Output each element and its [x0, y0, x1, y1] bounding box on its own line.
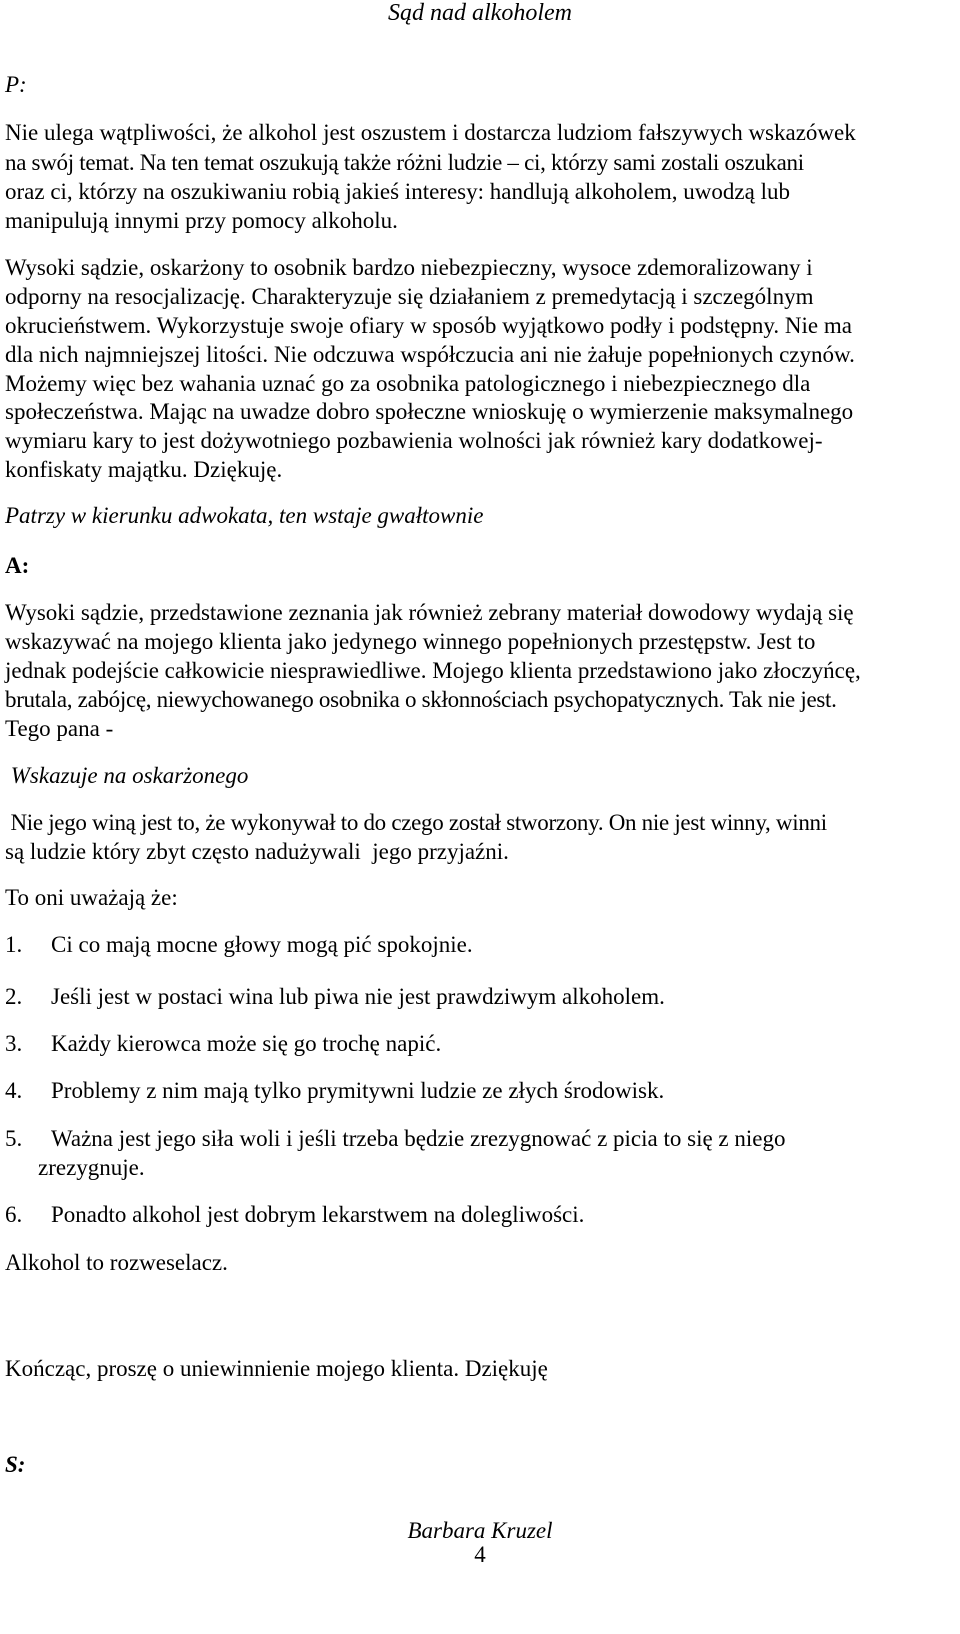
prosecutor-paragraph-2-line-4: dla nich najmniejszej litości. Nie odczuwa współczucia ani nie żałuje popełnionych czynów.	[5, 342, 855, 367]
prosecutor-paragraph-2-line-8: konfiskaty majątku. Dziękuję.	[5, 457, 283, 482]
list-item	[5, 982, 665, 1011]
prosecutor-paragraph-1-line-3: oraz ci, którzy na oszukiwaniu robią jakieś interesy: handlują alkoholem, uwodzą lub	[5, 179, 790, 204]
prosecutor-paragraph-2-line-2: odporny na resocjalizację. Charakteryzuje się działaniem z premedytacją i szczególnym	[5, 284, 814, 309]
list-item	[5, 1076, 664, 1105]
page-title: Sąd nad alkoholem	[388, 0, 572, 26]
defense-summary: Alkohol to rozweselacz.	[5, 1250, 228, 1275]
defense-paragraph-1-line-1: Wysoki sądzie, przedstawione zeznania jak również zebrany materiał dowodowy wydają się	[5, 600, 854, 625]
list-item-text: Problemy z nim mają tylko prymitywni ludzie ze złych środowisk.	[51, 1078, 665, 1103]
defense-paragraph-2-line-1: Nie jego winą jest to, że wykonywał to do czego został stworzony. On nie jest winny, winni	[5, 810, 827, 835]
defense-intro: To oni uważają że:	[5, 885, 178, 910]
judge-label: S:	[5, 1452, 26, 1477]
defense-paragraph-1-line-5: Tego pana -	[5, 716, 114, 741]
defense-stage-direction: Wskazuje na oskarżonego	[5, 763, 249, 788]
defense-closing: Kończąc, proszę o uniewinnienie mojego klienta. Dziękuję	[5, 1356, 548, 1381]
list-item	[5, 1124, 785, 1153]
footer-author: Barbara Kruzel	[407, 1518, 553, 1543]
list-item-number: 5.	[5, 1126, 23, 1151]
list-item-text: Każdy kierowca może się go trochę napić.	[51, 1031, 442, 1056]
list-item	[5, 930, 473, 959]
list-item-number: 3.	[5, 1031, 23, 1056]
prosecutor-stage-direction: Patrzy w kierunku adwokata, ten wstaje gwałtownie	[5, 503, 484, 528]
defense-paragraph-1-line-4: brutala, zabójcę, niewychowanego osobnika o skłonnościach psychopatycznych. Tak nie jest.	[5, 687, 837, 712]
list-item-text: Ważna jest jego siła woli i jeśli trzeba będzie zrezygnować z picia to się z niego	[51, 1126, 786, 1151]
list-item-number: 1.	[5, 932, 23, 957]
list-item-number: 2.	[5, 984, 23, 1009]
list-item-continuation: zrezygnuje.	[38, 1155, 145, 1180]
defense-paragraph-1-line-2: wskazywać na mojego klienta jako jedynego winnego popełnionych przestępstw. Jest to	[5, 629, 816, 654]
prosecutor-paragraph-1-line-4: manipulują innymi przy pomocy alkoholu.	[5, 208, 398, 233]
list-item-text: Jeśli jest w postaci wina lub piwa nie jest prawdziwym alkoholem.	[51, 984, 665, 1009]
list-item-text: Ponadto alkohol jest dobrym lekarstwem na dolegliwości.	[51, 1202, 585, 1227]
list-item-text: Ci co mają mocne głowy mogą pić spokojnie.	[51, 932, 473, 957]
prosecutor-paragraph-2-line-7: wymiaru kary to jest dożywotniego pozbawienia wolności jak również kary dodatkowej-	[5, 428, 823, 453]
prosecutor-paragraph-2-line-1: Wysoki sądzie, oskarżony to osobnik bardzo niebezpieczny, wysoce zdemoralizowany i	[5, 255, 813, 280]
prosecutor-paragraph-2-line-5: Możemy więc bez wahania uznać go za osobnika patologicznego i niebezpiecznego dla	[5, 371, 811, 396]
list-item	[5, 1200, 584, 1229]
list-item	[5, 1029, 441, 1058]
defense-paragraph-1-line-3: jednak podejście całkowicie niesprawiedliwe. Mojego klienta przedstawiono jako złoczyńcę,	[5, 658, 861, 683]
prosecutor-paragraph-2-line-6: społeczeństwa. Mając na uwadze dobro społeczne wnioskuję o wymierzenie maksymalnego	[5, 399, 854, 424]
prosecutor-paragraph-1-line-2: na swój temat. Na ten temat oszukują także różni ludzie – ci, którzy sami zostali oszukani	[5, 150, 804, 175]
defense-label: A:	[5, 553, 30, 578]
list-item-number: 6.	[5, 1202, 23, 1227]
defense-paragraph-2-line-2: są ludzie który zbyt często nadużywali jego przyjaźni.	[5, 839, 509, 864]
prosecutor-label: P:	[5, 72, 27, 97]
page-number: 4	[474, 1542, 486, 1567]
prosecutor-paragraph-1-line-1: Nie ulega wątpliwości, że alkohol jest oszustem i dostarcza ludziom fałszywych wskazówek	[5, 120, 856, 145]
prosecutor-paragraph-2-line-3: okrucieństwem. Wykorzystuje swoje ofiary w sposób wyjątkowo podły i podstępny. Nie ma	[5, 313, 852, 338]
list-item-number: 4.	[5, 1078, 23, 1103]
